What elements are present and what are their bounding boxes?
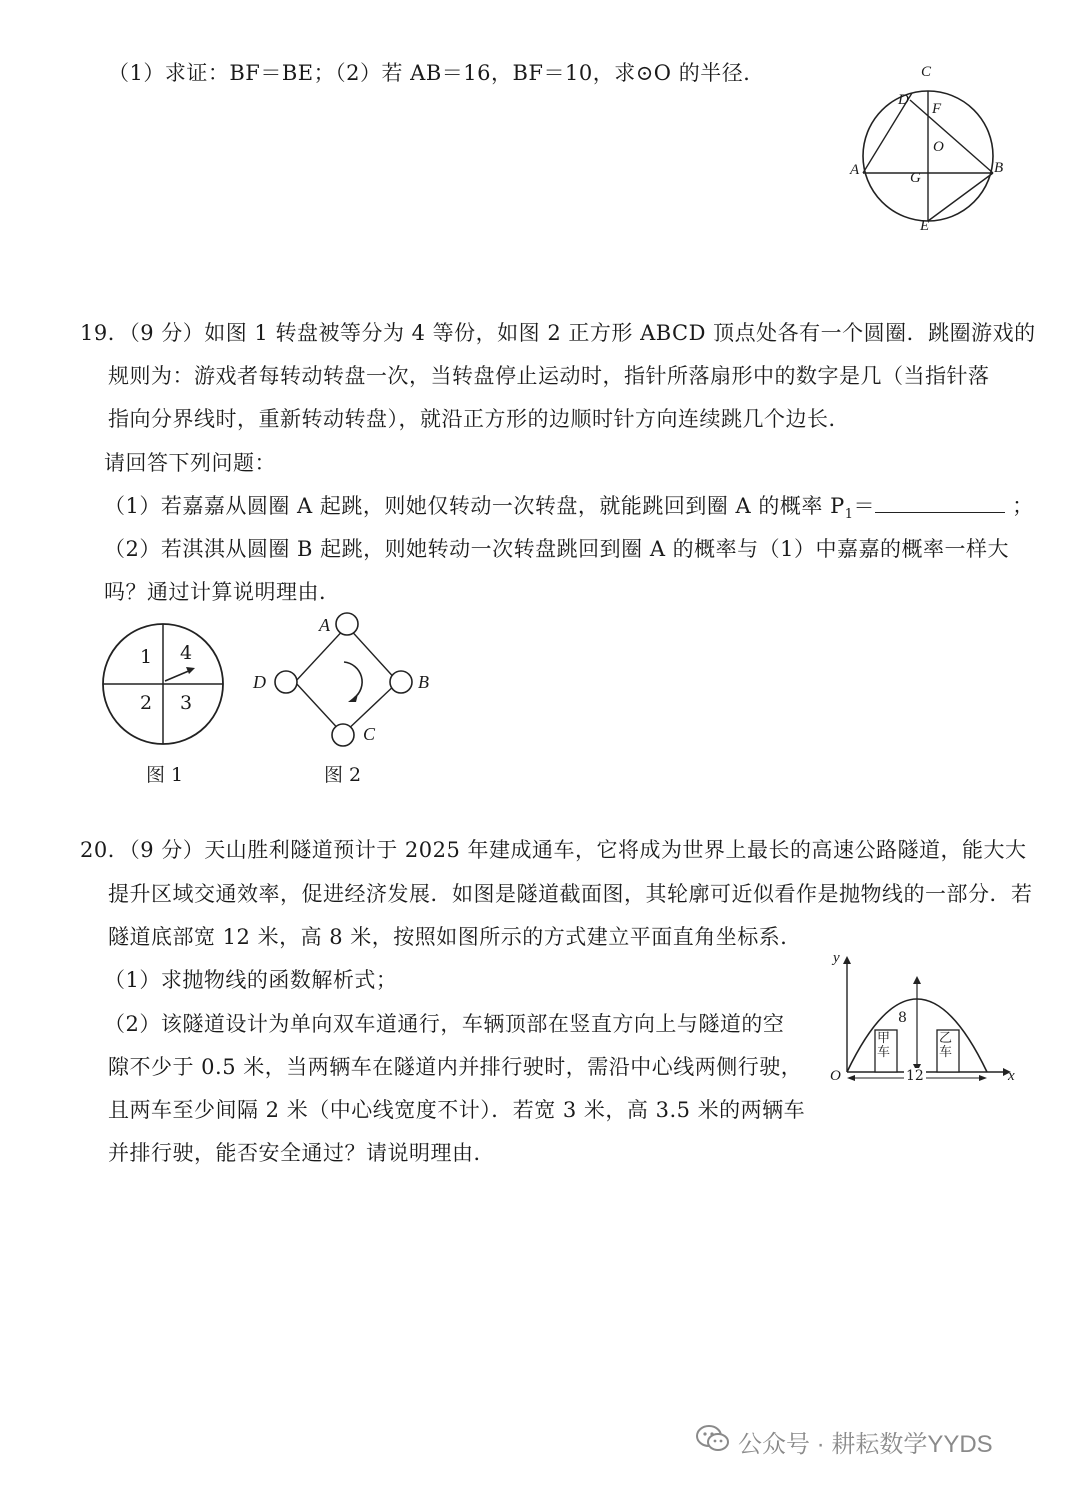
tunnel-width-label: 12 [906,1068,924,1084]
label-c: C [921,64,932,80]
q18-text: （1）求证：BF＝BE；（2）若 AB＝16，BF＝10，求⊙O 的半径． [108,61,765,85]
label-f: F [932,101,942,117]
tunnel-height-label: 8 [898,1010,907,1026]
fig-1-caption: 图 1 [146,764,184,786]
axis-x-label: x [1008,1068,1015,1084]
q19-part-1: （1）若嘉嘉从圆圈 A 起跳，则她仅转动一次转盘，就能跳回到圈 A 的概率 $P_1=$ ； [104,494,1034,523]
square-label-d: D [253,672,266,692]
spinner-number-4: 4 [180,642,193,664]
q20-part-1: （1）求抛物线的函数解析式； [104,968,398,992]
fig-2-caption: 图 2 [324,764,362,786]
q20-line-2: 提升区域交通效率，促进经济发展．如图是隧道截面图，其轮廓可近似看作是抛物线的一部分．若 [108,882,1033,906]
spinner-number-3: 3 [180,692,193,714]
q20-line-1: 20．（9 分）天山胜利隧道预计于 2025 年建成通车，它将成为世界上最长的高速公路隧道，能大大 [80,838,1027,862]
spinner-number-2: 2 [140,692,153,714]
label-b: B [994,160,1004,176]
square-figure [270,610,420,750]
watermark: 公众号 · 耕耘数学YYDS [738,1431,993,1458]
answer-blank [875,492,1005,513]
car-jia-label: 甲车 [877,1031,891,1060]
q19-part-2: （2）若淇淇从圆圈 B 起跳，则她转动一次转盘跳回到圈 A 的概率与（1）中嘉嘉的概率一样大 [104,537,1010,561]
q19-line-1: 19．（9 分）如图 1 转盘被等分为 4 等份，如图 2 正方形 ABCD 顶点处各有一个圆圈．跳圈游戏的 [80,321,1036,345]
label-e: E [920,218,930,234]
q20-line-3: 隧道底部宽 12 米，高 8 米，按照如图所示的方式建立平面直角坐标系． [108,925,802,949]
square-label-c: C [363,724,376,744]
q19-line-2: 规则为：游戏者每转动转盘一次，当转盘停止运动时，指针所落扇形中的数字是几（当指针落 [108,364,990,388]
spinner-number-1: 1 [140,646,153,668]
label-d: D [898,92,909,108]
wechat-icon [696,1424,730,1454]
square-label-b: B [418,672,429,692]
q20-part-2: （2）该隧道设计为单向双车道通行，车辆顶部在竖直方向上与隧道的空 [104,1012,785,1036]
q19-part-2-cont: 吗？通过计算说明理由． [104,580,341,604]
origin-label: O [830,1068,841,1084]
label-a: A [850,162,860,178]
q20-part-2-line-3: 且两车至少间隔 2 米（中心线宽度不计）．若宽 3 米，高 3.5 米的两辆车 [108,1098,806,1122]
q20-part-2-line-4: 并排行驶，能否安全通过？请说明理由． [108,1141,495,1165]
spinner-figure [100,620,230,750]
q20-part-2-line-2: 隙不少于 0.5 米，当两辆车在隧道内并排行驶时，需沿中心线两侧行驶， [108,1055,803,1079]
label-o: O [933,139,944,155]
axis-y-label: y [833,950,840,966]
q19-line-3: 指向分界线时，重新转动转盘），就沿正方形的边顺时针方向连续跳几个边长． [108,407,850,431]
square-label-a: A [319,615,330,635]
car-yi-label: 乙车 [939,1031,953,1060]
q19-line-4: 请回答下列问题： [104,451,276,475]
label-g: G [910,170,921,186]
